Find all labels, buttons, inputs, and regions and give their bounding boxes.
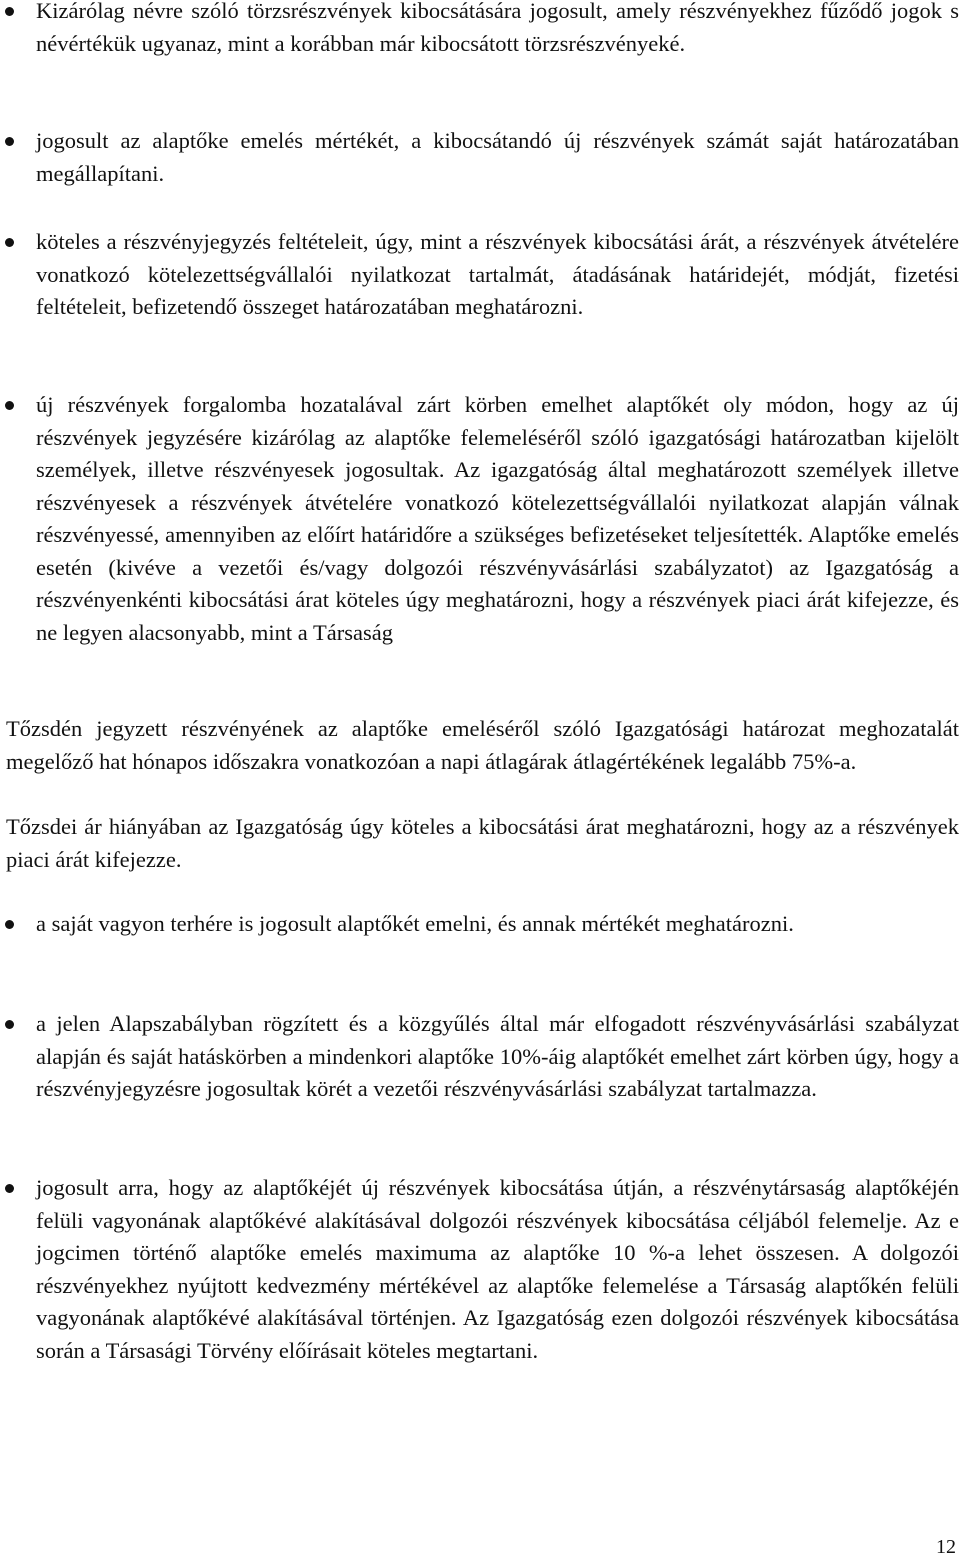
paragraph-text-1: Tőzsdén jegyzett részvényének az alaptőke emeléséről szóló Igazgatósági határozat meghozatalát megelőző hat hónapos időszakra vonatkozóan a napi átlagárak átlagértékének legalább 75%-a. [6,716,959,774]
bullet-icon [5,137,14,146]
bullet-item-1 [36,0,959,60]
bullet-text-4: új részvények forgalomba hozatalával zárt körben emelhet alaptőkét oly módon, hogy az új részvények jegyzésére kizárólag az alaptőke felemeléséről szóló igazgatósági határozatban kijelölt személyek, illetve részvényesek jogosultak. Az igazgatóság által meghatározott személyek illetve részvényesek a részvények átvételére vonatkozó kötelezettségvállalói nyilatkozat alapján válnak részvényessé, amennyiben az előírt határidőre a szükséges befizetéseket teljesítették. Alaptőke emelés esetén (kivéve a vezetői és/vagy dolgozói részvényvásárlási szabályzatot) az Igazgatóság a részvényenkénti kibocsátási árat köteles úgy meghatározni, hogy a részvények piaci árát kifejezze, és ne legyen alacsonyabb, mint a Társaság [36,392,959,645]
bullet-item-5 [36,908,959,941]
bullet-icon [5,401,14,410]
bullet-text-1: Kizárólag névre szóló törzsrészvények kibocsátására jogosult, amely részvényekhez fűződő jogok s névértékük ugyanaz, mint a korábban már kibocsátott törzsrészvényeké. [36,0,959,56]
bullet-text-3: köteles a részvényjegyzés feltételeit, úgy, mint a részvények kibocsátási árát, a részvények átvételére vonatkozó kötelezettségvállalói nyilatkozat tartalmát, átadásának határidejét, módját, fizetési feltételeit, befizetendő összeget határozatában meghatározni. [36,229,959,319]
paragraph-2 [6,811,959,876]
bullet-text-7: jogosult arra, hogy az alaptőkéjét új részvények kibocsátása útján, a részvénytársaság alaptőkéjén felüli vagyonának alaptőkévé alakításával dolgozói részvények kibocsátása céljából felemelje. Az e jogcimen történő alaptőke emelés maximuma az alaptőke 10 %-a lehet összesen. A dolgozói részvényekhez nyújtott kedvezmény mértékével az alaptőke felemelése a Társaság alaptőkén felüli vagyonának alaptőkévé alakításával történjen. Az Igazgatóság ezen dolgozói részvények kibocsátása során a Társasági Törvény előírásait köteles megtartani. [36,1175,959,1363]
paragraph-text-2: Tőzsdei ár hiányában az Igazgatóság úgy köteles a kibocsátási árat meghatározni, hogy az a részvények piaci árát kifejezze. [6,814,959,872]
bullet-item-3 [36,226,959,324]
bullet-icon [5,920,14,929]
bullet-item-2 [36,125,959,190]
bullet-text-6: a jelen Alapszabályban rögzített és a közgyűlés által már elfogadott részvényvásárlási szabályzat alapján és saját hatáskörben a mindenkori alaptőke 10%-áig alaptőkét emelhet zárt körben úgy, hogy a részvényjegyzésre jogosultak körét a vezetői részvényvásárlási szabályzat tartalmazza. [36,1011,959,1101]
bullet-item-4 [36,389,959,649]
bullet-item-7 [36,1172,959,1367]
bullet-icon [5,7,14,16]
bullet-text-2: jogosult az alaptőke emelés mértékét, a kibocsátandó új részvények számát saját határozatában megállapítani. [36,128,959,186]
paragraph-1 [6,713,959,778]
bullet-icon [5,238,14,247]
bullet-icon [5,1184,14,1193]
bullet-text-5: a saját vagyon terhére is jogosult alaptőkét emelni, és annak mértékét meghatározni. [36,911,794,936]
bullet-icon [5,1020,14,1029]
bullet-item-6 [36,1008,959,1106]
page-number: 12 [936,1536,956,1558]
